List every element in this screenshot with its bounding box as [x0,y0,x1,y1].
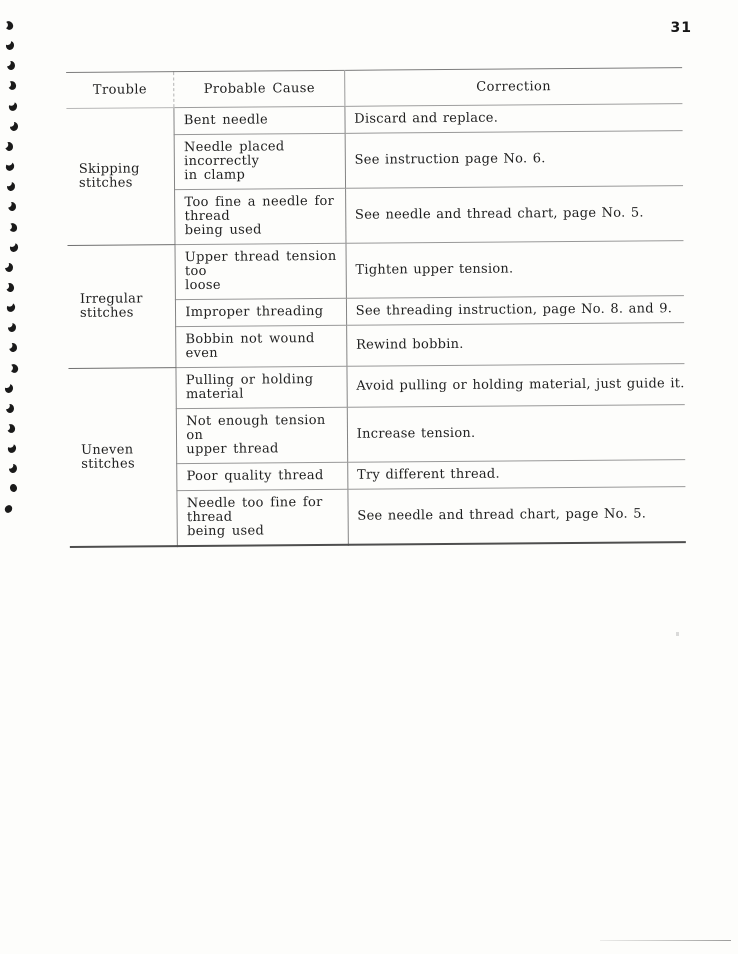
correction-cell: Discard and replace. [345,104,683,134]
spiral-binding-mark [5,302,17,314]
correction-cell: See needle and thread chart, page No. 5. [348,487,686,545]
spiral-binding-mark [5,263,13,272]
spiral-binding-mark [4,161,16,173]
spiral-binding-mark [3,20,15,32]
trouble-cell: Irregular stitches [67,245,176,369]
scan-speck [676,632,679,636]
probable-cause-cell: Too fine a needle for thread being used [175,188,346,244]
probable-cause-cell: Needle placed incorrectly in clamp [174,133,345,189]
spiral-binding-mark [8,343,18,353]
correction-cell: See threading instruction, page No. 8. and 9. [346,296,684,326]
correction-cell: See instruction page No. 6. [345,131,683,189]
binding-dot-mark [9,484,18,494]
probable-cause-cell: Bent needle [174,106,345,134]
binding-marks-column [5,21,25,521]
spiral-binding-mark [5,423,16,435]
spiral-binding-mark [5,40,15,51]
spiral-binding-mark [7,221,18,233]
troubleshooting-table [66,67,686,548]
table-row [68,364,684,410]
correction-cell: Tighten upper tension. [346,241,684,299]
correction-cell: Increase tension. [347,405,685,463]
spiral-binding-mark [7,100,18,112]
probable-cause-cell: Upper thread tension too loose [175,243,346,299]
binding-dot-mark [3,503,13,514]
spiral-binding-mark [6,443,17,455]
header-trouble: Trouble [66,72,174,109]
spiral-binding-mark [5,282,16,293]
trouble-cell: Uneven stitches [68,368,177,547]
correction-cell: Rewind bobbin. [346,323,684,367]
correction-cell: See needle and thread chart, page No. 5. [345,186,683,244]
spiral-binding-mark [7,323,16,333]
spiral-binding-mark [6,181,16,192]
header-probable-cause: Probable Cause [174,70,345,107]
probable-cause-cell: Pulling or holding material [176,366,347,408]
probable-cause-cell: Not enough tension on upper thread [177,407,348,463]
correction-cell: Avoid pulling or holding material, just guide it. [347,364,685,408]
probable-cause-cell: Needle too fine for thread being used [177,489,348,546]
trouble-cell: Skipping stitches [66,108,175,246]
spiral-binding-mark [10,121,19,131]
table-row [67,241,683,301]
spiral-binding-mark [6,80,17,92]
trouble-cause-correction-table [66,67,686,548]
spiral-binding-mark [4,141,14,152]
page-number: 31 [670,20,692,36]
bottom-right-rule [600,940,731,941]
spiral-binding-mark [6,404,14,413]
header-correction: Correction [344,68,682,107]
probable-cause-cell: Improper threading [176,298,347,326]
spiral-binding-mark [7,61,16,71]
spiral-binding-mark [7,202,16,212]
spiral-binding-mark [9,241,20,252]
probable-cause-cell: Poor quality thread [177,462,348,490]
table-header-row [66,68,682,109]
spiral-binding-mark [9,464,18,474]
spiral-binding-mark [4,383,14,394]
correction-cell: Try different thread. [347,460,685,490]
probable-cause-cell: Bobbin not wound even [176,325,347,367]
spiral-binding-mark [8,362,20,374]
